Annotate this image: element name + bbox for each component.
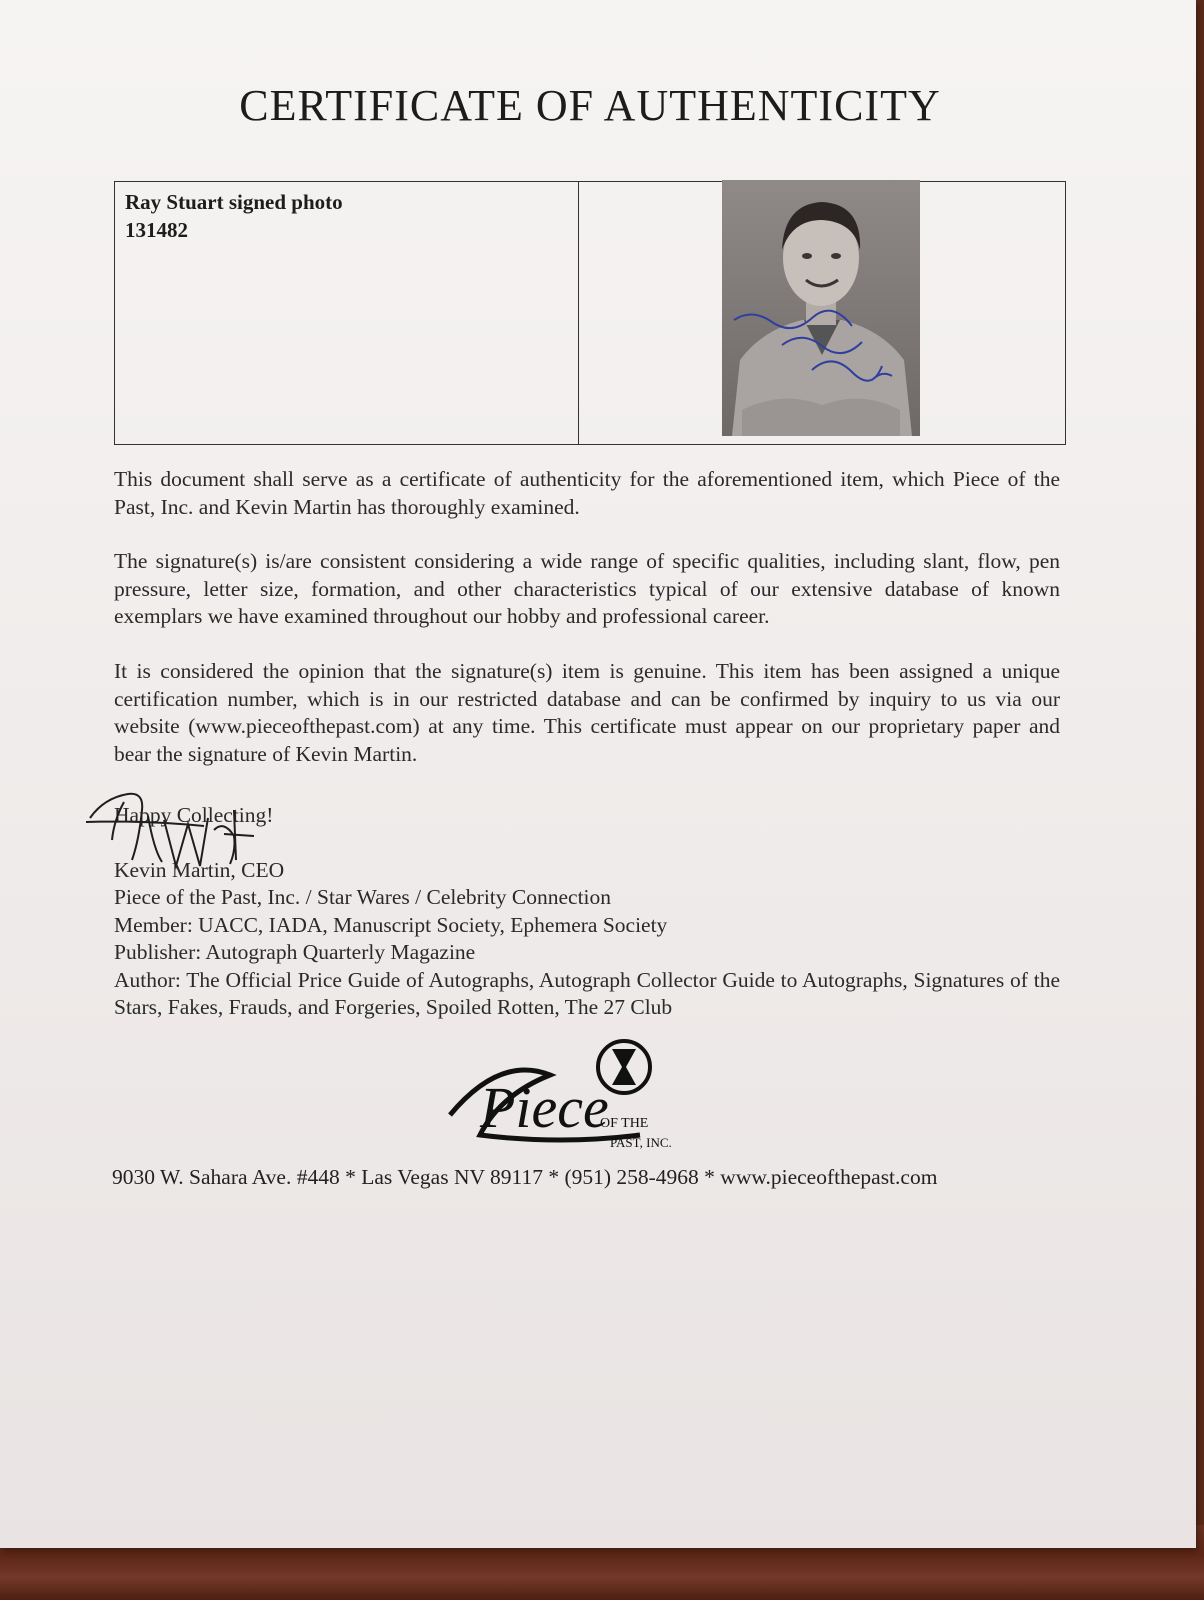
item-name: Ray Stuart signed photo bbox=[125, 190, 343, 214]
handwritten-signature bbox=[84, 780, 274, 880]
paragraph-2: The signature(s) is/are consistent considering a wide range of specific qualities, including slant, flow, pen pressure, letter size, formation, and other characteristics typical of our extensive database of known exemplars we have examined throughout our hobby and professional career. bbox=[114, 549, 1060, 628]
paragraph-1: This document shall serve as a certificate of authenticity for the aforementioned item, which Piece of the Past, Inc. and Kevin Martin has thoroughly examined. bbox=[114, 467, 1060, 519]
piece-of-the-past-logo bbox=[440, 1035, 710, 1155]
publisher-line: Publisher: Autograph Quarterly Magazine bbox=[114, 940, 476, 964]
page-title: CERTIFICATE OF AUTHENTICITY bbox=[239, 81, 941, 130]
company-address: 9030 W. Sahara Ave. #448 * Las Vegas NV 89117 * (951) 258-4968 * www.pieceofthepast.com bbox=[112, 1165, 938, 1189]
paragraph-3: It is considered the opinion that the signature(s) item is genuine. This item has been assigned a unique certification number, which is in our restricted database and can be confirmed by inquiry to us via our website (www.pieceofthepast.com) at any time. This certificate must appear on our proprietary paper and bear the signature of Kevin Martin. bbox=[114, 659, 1060, 766]
member-line: Member: UACC, IADA, Manuscript Society, Ephemera Society bbox=[114, 912, 668, 937]
svg-text:Piece: Piece bbox=[480, 1075, 609, 1140]
signer-name: Kevin Martin, CEO bbox=[114, 857, 285, 882]
item-number: 131482 bbox=[125, 218, 188, 242]
signed-photo-image bbox=[722, 180, 920, 436]
item-details-box bbox=[114, 181, 1066, 445]
item-info-cell bbox=[115, 182, 579, 444]
company-line: Piece of the Past, Inc. / Star Wares / Celebrity Connection bbox=[114, 885, 612, 909]
closing-line: Happy Collecting! bbox=[114, 803, 274, 827]
svg-text:PAST, INC.: PAST, INC. bbox=[610, 1135, 672, 1150]
author-line: Author: The Official Price Guide of Autographs, Autograph Collector Guide to Autographs, Signatures of the Stars, Fakes, Frauds, and Forgeries, Spoiled Rotten, The 27 Club bbox=[114, 967, 1060, 1019]
item-photo-cell bbox=[579, 182, 1065, 444]
svg-text:OF THE: OF THE bbox=[600, 1116, 649, 1131]
